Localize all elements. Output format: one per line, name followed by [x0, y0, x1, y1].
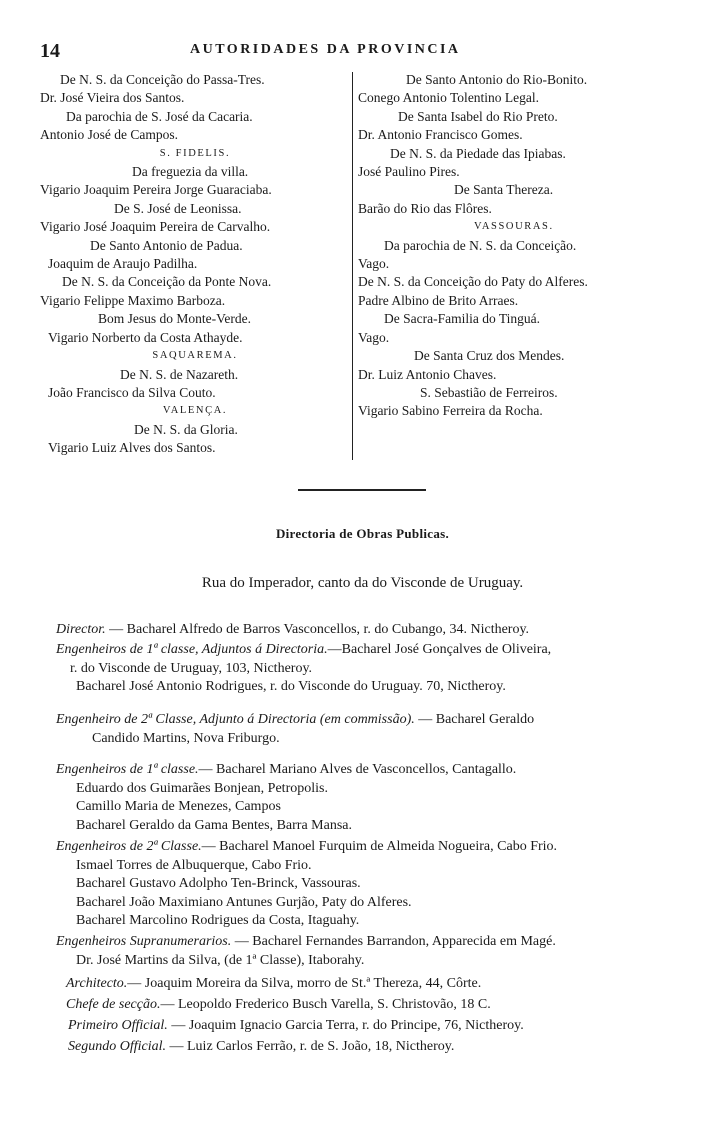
- list-item: Vigario Sabino Ferreira da Rocha.: [358, 403, 543, 419]
- list-item: De N. S. da Conceição do Passa-Tres.: [60, 72, 265, 87]
- list-item: De N. S. da Gloria.: [134, 421, 238, 437]
- list-item: Bom Jesus do Monte-Verde.: [98, 311, 251, 327]
- list-item: De N. S. da Conceição da Ponte Nova.: [62, 274, 272, 290]
- entry-text: —Bacharel José Gonçalves de Oliveira,: [327, 642, 552, 657]
- list-item: De S. José de Leonissa.: [114, 200, 242, 216]
- entry-text: — Luiz Carlos Ferrão, r. de S. João, 18, Nictheroy.: [166, 1039, 455, 1054]
- list-item: Vigario Norberto da Costa Athayde.: [48, 329, 243, 345]
- entry-text: — Leopoldo Frederico Busch Varella, S. Christovão, 18 C.: [160, 997, 491, 1012]
- role-label: Architecto.: [66, 976, 128, 991]
- list-item: Da freguezia da villa.: [132, 164, 249, 180]
- column-divider: [352, 72, 353, 460]
- list-item: Dr. Luiz Antonio Chaves.: [358, 366, 497, 382]
- list-item: Dr. Antonio Francisco Gomes.: [358, 127, 523, 143]
- running-title: AUTORIDADES DA PROVINCIA: [190, 42, 461, 57]
- role-label: Engenheiros Supranumerarios.: [56, 934, 232, 949]
- left-column: [40, 71, 350, 458]
- section-divider-rule: [298, 489, 426, 491]
- parish-heading: VASSOURAS.: [474, 221, 554, 233]
- entry-engenheiros-2-classe: [56, 838, 696, 931]
- parish-heading: SAQUAREMA.: [152, 350, 238, 362]
- parish-heading: VALENÇA.: [162, 405, 228, 417]
- entry-text: Bacharel Geraldo da Gama Bentes, Barra Mansa.: [76, 817, 352, 833]
- entry-text: — Joaquim Ignacio Garcia Terra, r. do Principe, 76, Nictheroy.: [167, 1018, 524, 1033]
- role-label: Director.: [56, 622, 106, 637]
- list-item: Da parochia de N. S. da Conceição.: [384, 237, 577, 253]
- list-item: Barão do Rio das Flôres.: [358, 200, 492, 216]
- entry-text: r. do Visconde de Uruguay, 103, Nictheroy.: [70, 660, 313, 676]
- role-label: Engenheiros de 2ª Classe.: [56, 839, 202, 854]
- list-item: Conego Antonio Tolentino Legal.: [358, 90, 540, 106]
- entry-text: — Bacharel Alfredo de Barros Vasconcellos, r. do Cubango, 34. Nictheroy.: [105, 622, 530, 637]
- list-item: De Santa Cruz dos Mendes.: [414, 348, 565, 364]
- list-item: Joaquim de Araujo Padilha.: [48, 256, 198, 272]
- list-item: De N. S. da Piedade das Ipiabas.: [390, 145, 566, 161]
- entry-engenheiros-supranumerarios: [56, 933, 696, 970]
- list-item: José Paulino Pires.: [358, 164, 460, 180]
- list-item: Antonio José de Campos.: [40, 127, 178, 143]
- role-label: Engenheiros de 1ª classe, Adjuntos á Directoria.: [56, 642, 328, 657]
- list-item: De Santa Thereza.: [454, 182, 554, 198]
- entry-primeiro-official: [56, 1017, 696, 1036]
- list-item: De N. S. de Nazareth.: [120, 366, 239, 382]
- role-label: Engenheiros de 1ª classe.: [56, 762, 199, 777]
- section-title: Directoria de Obras Publicas.: [275, 526, 450, 541]
- entry-text: Camillo Maria de Menezes, Campos: [76, 799, 281, 815]
- list-item: De Santa Isabel do Rio Preto.: [398, 108, 558, 124]
- entry-text: Bacharel José Antonio Rodrigues, r. do Visconde do Uruguay. 70, Nictheroy.: [76, 679, 506, 695]
- entry-text: — Bacharel Fernandes Barrandon, Apparecida em Magé.: [231, 934, 556, 949]
- entry-text: Bacharel Marcolino Rodrigues da Costa, Itaguahy.: [76, 913, 360, 929]
- list-item: João Francisco da Silva Couto.: [48, 384, 216, 400]
- parish-heading: S. FIDELIS.: [159, 147, 231, 159]
- list-item: Vigario Joaquim Pereira Jorge Guaraciaba.: [40, 182, 272, 198]
- role-label: Engenheiro de 2ª Classe, Adjunto á Directoria (em commissão).: [56, 712, 415, 727]
- list-item: S. Sebastião de Ferreiros.: [420, 384, 558, 400]
- list-item: Vago.: [358, 256, 390, 272]
- entry-architecto: [56, 975, 696, 994]
- list-item: De N. S. da Conceição do Paty do Alferes.: [358, 274, 588, 290]
- entry-text: — Bacharel Manoel Furquim de Almeida Nogueira, Cabo Frio.: [201, 839, 558, 854]
- entry-director: [56, 621, 696, 640]
- list-item: De Santo Antonio do Rio-Bonito.: [406, 72, 588, 87]
- page-number: 14: [40, 40, 60, 62]
- list-item: Vigario José Joaquim Pereira de Carvalho.: [40, 219, 271, 235]
- list-item: De Sacra-Familia do Tinguá.: [384, 311, 540, 327]
- role-label: Segundo Official.: [68, 1039, 166, 1054]
- entry-text: — Joaquim Moreira da Silva, morro de St.ª Thereza, 44, Côrte.: [127, 976, 482, 991]
- list-item: De Santo Antonio de Padua.: [90, 237, 243, 253]
- list-item: Vago.: [358, 329, 390, 345]
- entry-text: Eduardo dos Guimarães Bonjean, Petropolis.: [76, 780, 328, 796]
- entry-chefe-seccao: [56, 996, 696, 1015]
- entry-engenheiros-1-classe: [56, 761, 696, 835]
- entry-text: — Bacharel Mariano Alves de Vasconcellos, Cantagallo.: [198, 762, 517, 777]
- entry-text: Bacharel João Maximiano Antunes Gurjão, Paty do Alferes.: [76, 894, 412, 910]
- entry-text: Candido Martins, Nova Friburgo.: [92, 730, 280, 746]
- role-label: Primeiro Official.: [68, 1018, 168, 1033]
- right-column: [358, 71, 678, 421]
- entry-engenheiros-1-adjuntos: [56, 641, 696, 697]
- list-item: Vigario Luiz Alves dos Santos.: [48, 440, 216, 456]
- role-label: Chefe de secção.: [66, 997, 161, 1012]
- entry-segundo-official: [56, 1038, 696, 1057]
- list-item: Padre Albino de Brito Arraes.: [358, 292, 519, 308]
- entry-text: Ismael Torres de Albuquerque, Cabo Frio.: [76, 857, 312, 873]
- entry-text: — Bacharel Geraldo: [414, 712, 535, 727]
- entry-text: Bacharel Gustavo Adolpho Ten-Brinck, Vassouras.: [76, 876, 361, 892]
- list-item: Dr. José Vieira dos Santos.: [40, 90, 185, 106]
- entry-text: Dr. José Martins da Silva, (de 1ª Classe), Itaborahy.: [76, 952, 365, 968]
- entry-engenheiro-2-adjunto: [56, 711, 696, 748]
- section-address: Rua do Imperador, canto da do Visconde de Uruguay.: [201, 575, 524, 591]
- list-item: Da parochia de S. José da Cacaria.: [66, 108, 253, 124]
- list-item: Vigario Felippe Maximo Barboza.: [40, 292, 226, 308]
